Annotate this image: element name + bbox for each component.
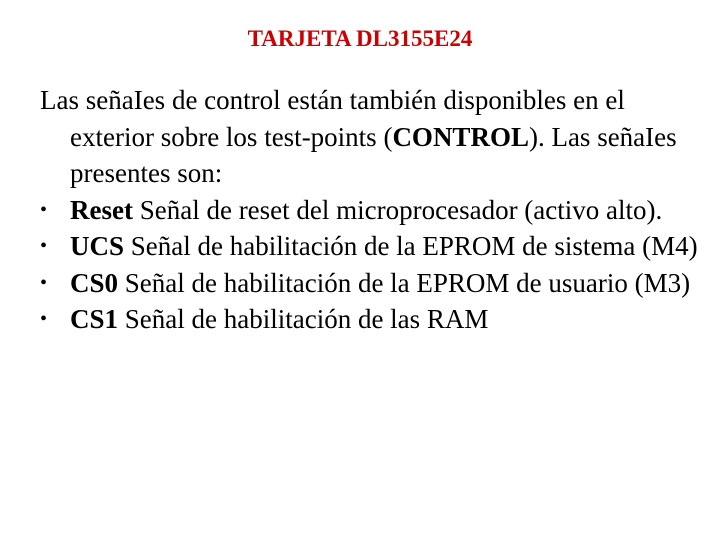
- bullet-icon: •: [40, 271, 48, 294]
- intro-text-start: Las señaIes de control están también disponibles en el exterior sobre los test-points (: [40, 85, 625, 152]
- signal-item-reset: [40, 192, 700, 229]
- intro-text-end: ). Las señaIes presentes son:: [70, 121, 677, 188]
- signal-description: Señal de habilitación de la EPROM de usuario (M3): [118, 267, 691, 298]
- signal-name: Reset: [70, 194, 133, 225]
- signal-description: Señal de habilitación de las RAM: [118, 304, 489, 334]
- intro-emphasis: CONTROL: [392, 121, 529, 152]
- signal-list: [40, 192, 700, 338]
- signal-description: Señal de reset del microprocesador (activo alto).: [132, 194, 663, 225]
- signal-item-cs0: [40, 265, 700, 302]
- signal-item-ucs: [40, 228, 700, 265]
- bullet-icon: •: [40, 235, 48, 257]
- signal-item-cs1: [40, 301, 700, 338]
- signal-name: CS1: [70, 304, 119, 334]
- bullet-icon: •: [40, 198, 48, 221]
- signal-name: UCS: [70, 231, 125, 261]
- slide-title: TARJETA DL3155E24: [247, 26, 473, 51]
- signal-description: Señal de habilitación de la EPROM de sistema (M4): [124, 231, 698, 261]
- signal-name: CS0: [70, 267, 119, 298]
- slide-body: [40, 82, 700, 338]
- intro-paragraph: [40, 82, 700, 192]
- bullet-icon: •: [40, 308, 48, 330]
